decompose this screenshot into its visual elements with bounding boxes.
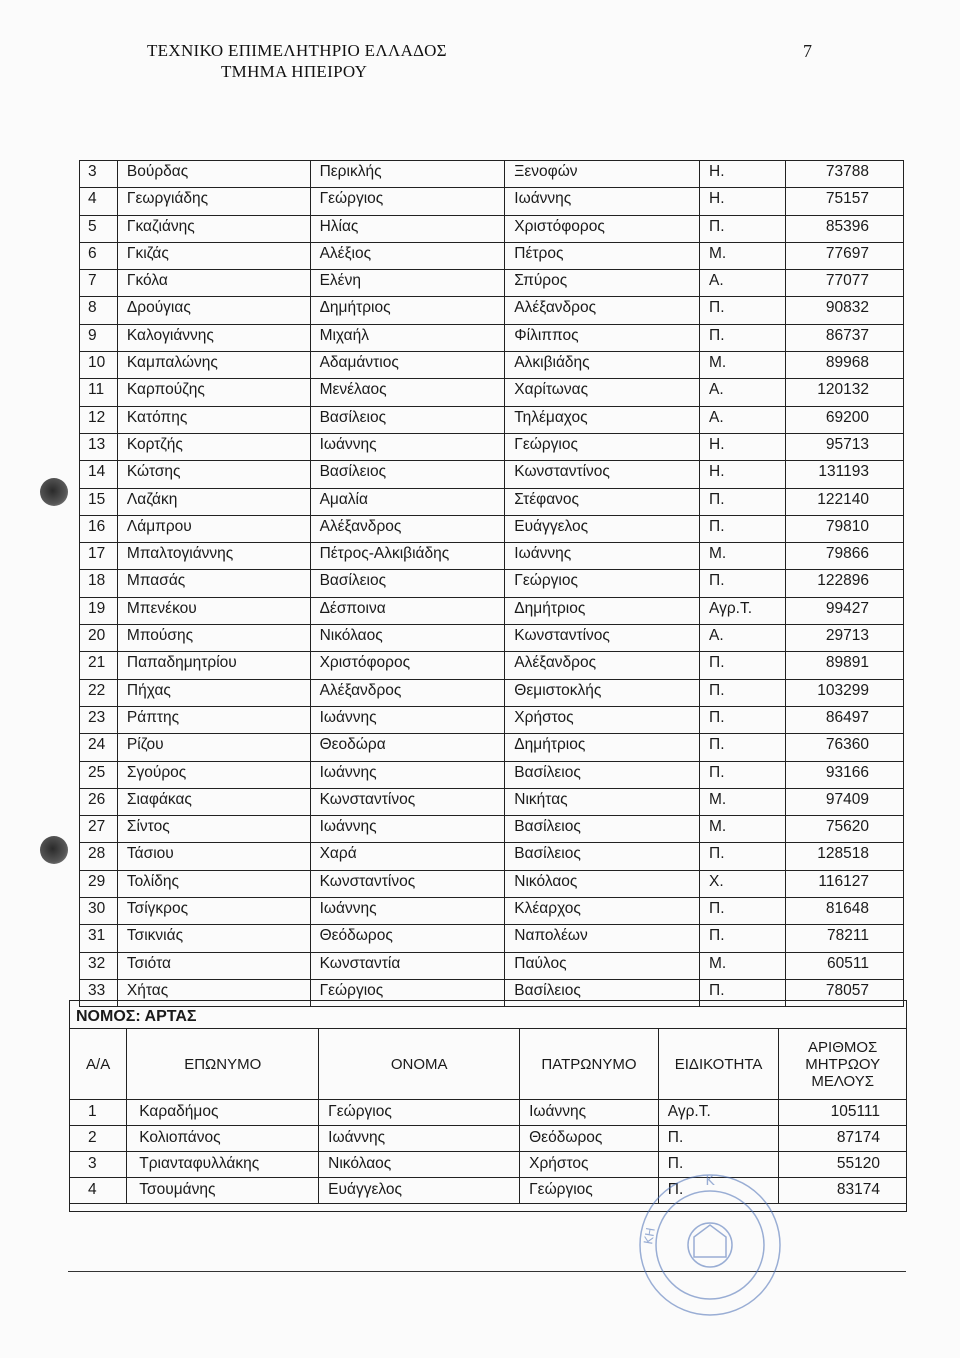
specialty: Α. bbox=[700, 379, 786, 406]
surname: Ρίζου bbox=[117, 734, 310, 761]
surname: Μπούσης bbox=[117, 625, 310, 652]
first-name: Αλέξανδρος bbox=[310, 679, 505, 706]
page-number: 7 bbox=[803, 41, 812, 61]
row-number: 31 bbox=[80, 925, 118, 952]
patronymic: Βασίλειος bbox=[505, 761, 700, 788]
registry-number: 103299 bbox=[786, 679, 904, 706]
first-name: Βασίλειος bbox=[310, 461, 505, 488]
patronymic: Ιωάννης bbox=[520, 1100, 659, 1126]
specialty: Π. bbox=[700, 297, 786, 324]
specialty: Π. bbox=[658, 1178, 779, 1204]
registry-number: 76360 bbox=[786, 734, 904, 761]
table-row bbox=[70, 1100, 907, 1126]
specialty: Π. bbox=[700, 706, 786, 733]
patronymic: Αλέξανδρος bbox=[505, 652, 700, 679]
specialty: Η. bbox=[700, 461, 786, 488]
specialty: Π. bbox=[700, 488, 786, 515]
specialty: Μ. bbox=[700, 952, 786, 979]
first-name: Ελένη bbox=[310, 270, 505, 297]
column-header-first-name: ΟΝΟΜΑ bbox=[319, 1029, 520, 1100]
table-row bbox=[80, 870, 904, 897]
specialty: Χ. bbox=[700, 870, 786, 897]
patronymic: Χρήστος bbox=[520, 1152, 659, 1178]
table-row bbox=[80, 706, 904, 733]
registry-number: 77697 bbox=[786, 242, 904, 269]
registry-number: 79866 bbox=[786, 543, 904, 570]
column-header-surname: ΕΠΩΝΥΜΟ bbox=[127, 1029, 319, 1100]
row-number: 20 bbox=[80, 625, 118, 652]
row-number: 29 bbox=[80, 870, 118, 897]
registry-number: 122896 bbox=[786, 570, 904, 597]
registry-number: 116127 bbox=[786, 870, 904, 897]
first-name: Ιωάννης bbox=[310, 706, 505, 733]
registry-number: 69200 bbox=[786, 406, 904, 433]
first-name: Μενέλαος bbox=[310, 379, 505, 406]
first-name: Νικόλαος bbox=[310, 625, 505, 652]
column-header-patronymic: ΠΑΤΡΩΝΥΜΟ bbox=[520, 1029, 659, 1100]
surname: Κώτσης bbox=[117, 461, 310, 488]
column-header-row-number: Α/Α bbox=[70, 1029, 127, 1100]
registry-number: 78211 bbox=[786, 925, 904, 952]
members-table bbox=[79, 160, 904, 1007]
row-number: 10 bbox=[80, 352, 118, 379]
surname: Σιαφάκας bbox=[117, 788, 310, 815]
surname: Μπαλτογιάννης bbox=[117, 543, 310, 570]
first-name: Κωνσταντία bbox=[310, 952, 505, 979]
surname: Ράπτης bbox=[117, 706, 310, 733]
patronymic: Σπύρος bbox=[505, 270, 700, 297]
patronymic: Δημήτριος bbox=[505, 734, 700, 761]
patronymic: Κωνσταντίνος bbox=[505, 461, 700, 488]
svg-text:Κ: Κ bbox=[705, 1173, 715, 1189]
patronymic: Ιωάννης bbox=[505, 188, 700, 215]
table-row bbox=[80, 270, 904, 297]
registry-number: 99427 bbox=[786, 597, 904, 624]
patronymic: Κωνσταντίνος bbox=[505, 625, 700, 652]
first-name: Ηλίας bbox=[310, 215, 505, 242]
row-number: 7 bbox=[80, 270, 118, 297]
row-number: 19 bbox=[80, 597, 118, 624]
specialty: Μ. bbox=[700, 352, 786, 379]
row-number: 9 bbox=[80, 324, 118, 351]
specialty: Π. bbox=[700, 570, 786, 597]
first-name: Ιωάννης bbox=[319, 1126, 520, 1152]
row-number: 4 bbox=[80, 188, 118, 215]
registry-number: 78057 bbox=[786, 979, 904, 1006]
surname: Γκαζιάνης bbox=[117, 215, 310, 242]
patronymic: Τηλέμαχος bbox=[505, 406, 700, 433]
registry-number: 79810 bbox=[786, 515, 904, 542]
table-row bbox=[80, 898, 904, 925]
surname: Γκιζάς bbox=[117, 242, 310, 269]
patronymic: Γεώργιος bbox=[520, 1178, 659, 1204]
specialty: Α. bbox=[700, 406, 786, 433]
table-row bbox=[80, 188, 904, 215]
document-header-title: ΤΕΧΝΙΚΟ ΕΠΙΜΕΛΗΤΗΡΙΟ ΕΛΛΑΔΟΣ bbox=[147, 41, 447, 60]
specialty: Αγρ.Τ. bbox=[658, 1100, 779, 1126]
row-number: 27 bbox=[80, 816, 118, 843]
column-header-registry-number: ΑΡΙΘΜΟΣ ΜΗΤΡΩΟΥ ΜΕΛΟΥΣ bbox=[779, 1029, 907, 1100]
registry-number: 95713 bbox=[786, 433, 904, 460]
table-row bbox=[80, 406, 904, 433]
patronymic: Αλέξανδρος bbox=[505, 297, 700, 324]
first-name: Νικόλαος bbox=[319, 1152, 520, 1178]
specialty: Π. bbox=[700, 979, 786, 1006]
registry-number: 105111 bbox=[779, 1100, 907, 1126]
patronymic: Κλέαρχος bbox=[505, 898, 700, 925]
table-row bbox=[80, 461, 904, 488]
patronymic: Φίλιππος bbox=[505, 324, 700, 351]
table-row bbox=[80, 242, 904, 269]
first-name: Αδαμάντιος bbox=[310, 352, 505, 379]
registry-number: 86737 bbox=[786, 324, 904, 351]
surname: Μπασάς bbox=[117, 570, 310, 597]
first-name: Κωνσταντίνος bbox=[310, 870, 505, 897]
specialty: Π. bbox=[700, 925, 786, 952]
row-number: 30 bbox=[80, 898, 118, 925]
first-name: Βασίλειος bbox=[310, 406, 505, 433]
row-number: 5 bbox=[80, 215, 118, 242]
surname: Βούρδας bbox=[117, 161, 310, 188]
registry-number: 75620 bbox=[786, 816, 904, 843]
surname: Κορτζής bbox=[117, 433, 310, 460]
first-name: Αλέξανδρος bbox=[310, 515, 505, 542]
surname: Πήχας bbox=[117, 679, 310, 706]
surname: Τσίγκρος bbox=[117, 898, 310, 925]
table-row bbox=[80, 433, 904, 460]
first-name: Ιωάννης bbox=[310, 816, 505, 843]
first-name: Δέσποινα bbox=[310, 597, 505, 624]
table-row bbox=[80, 788, 904, 815]
surname: Παπαδημητρίου bbox=[117, 652, 310, 679]
row-number: 16 bbox=[80, 515, 118, 542]
patronymic: Ευάγγελος bbox=[505, 515, 700, 542]
specialty: Η. bbox=[700, 161, 786, 188]
row-number: 32 bbox=[80, 952, 118, 979]
surname: Κατόπης bbox=[117, 406, 310, 433]
registry-number: 73788 bbox=[786, 161, 904, 188]
section-title: ΝΟΜΟΣ: ΑΡΤΑΣ bbox=[76, 1008, 197, 1025]
patronymic: Αλκιβιάδης bbox=[505, 352, 700, 379]
row-number: 18 bbox=[80, 570, 118, 597]
specialty: Π. bbox=[658, 1152, 779, 1178]
patronymic: Γεώργιος bbox=[505, 570, 700, 597]
row-number: 13 bbox=[80, 433, 118, 460]
seal-stamp bbox=[630, 1145, 790, 1345]
surname: Τάσιου bbox=[117, 843, 310, 870]
patronymic: Δημήτριος bbox=[505, 597, 700, 624]
first-name: Δημήτριος bbox=[310, 297, 505, 324]
table-row bbox=[80, 324, 904, 351]
surname: Καρπούζης bbox=[117, 379, 310, 406]
row-number: 4 bbox=[70, 1178, 127, 1204]
registry-number: 89891 bbox=[786, 652, 904, 679]
surname: Τσουμάνης bbox=[127, 1178, 319, 1204]
surname: Τριανταφυλλάκης bbox=[127, 1152, 319, 1178]
specialty: Αγρ.Τ. bbox=[700, 597, 786, 624]
registry-number: 131193 bbox=[786, 461, 904, 488]
table-row bbox=[80, 515, 904, 542]
specialty: Π. bbox=[700, 652, 786, 679]
specialty: Π. bbox=[700, 324, 786, 351]
row-number: 3 bbox=[70, 1152, 127, 1178]
registry-number: 55120 bbox=[779, 1152, 907, 1178]
table-row bbox=[80, 161, 904, 188]
row-number: 26 bbox=[80, 788, 118, 815]
first-name: Ιωάννης bbox=[310, 761, 505, 788]
specialty: Π. bbox=[700, 898, 786, 925]
patronymic: Χαρίτωνας bbox=[505, 379, 700, 406]
table-header-row bbox=[70, 1029, 907, 1100]
specialty: Π. bbox=[700, 215, 786, 242]
specialty: Μ. bbox=[700, 788, 786, 815]
patronymic: Χριστόφορος bbox=[505, 215, 700, 242]
first-name: Ιωάννης bbox=[310, 433, 505, 460]
registry-number: 87174 bbox=[779, 1126, 907, 1152]
table-row bbox=[80, 488, 904, 515]
table-row bbox=[80, 570, 904, 597]
row-number: 22 bbox=[80, 679, 118, 706]
table-row bbox=[80, 215, 904, 242]
surname: Σγούρος bbox=[117, 761, 310, 788]
registry-number: 75157 bbox=[786, 188, 904, 215]
surname: Καλογιάννης bbox=[117, 324, 310, 351]
row-number: 2 bbox=[70, 1126, 127, 1152]
patronymic: Στέφανος bbox=[505, 488, 700, 515]
registry-number: 85396 bbox=[786, 215, 904, 242]
surname: Γκόλα bbox=[117, 270, 310, 297]
patronymic: Θεόδωρος bbox=[520, 1126, 659, 1152]
row-number: 3 bbox=[80, 161, 118, 188]
registry-number: 120132 bbox=[786, 379, 904, 406]
specialty: Π. bbox=[700, 734, 786, 761]
row-number: 24 bbox=[80, 734, 118, 761]
patronymic: Πέτρος bbox=[505, 242, 700, 269]
row-number: 6 bbox=[80, 242, 118, 269]
row-number: 8 bbox=[80, 297, 118, 324]
surname: Σίντος bbox=[117, 816, 310, 843]
registry-number: 83174 bbox=[779, 1178, 907, 1204]
row-number: 1 bbox=[70, 1100, 127, 1126]
row-number: 25 bbox=[80, 761, 118, 788]
registry-number: 86497 bbox=[786, 706, 904, 733]
table-row bbox=[80, 843, 904, 870]
surname: Τσικνιάς bbox=[117, 925, 310, 952]
registry-number: 122140 bbox=[786, 488, 904, 515]
first-name: Χριστόφορος bbox=[310, 652, 505, 679]
row-number: 23 bbox=[80, 706, 118, 733]
registry-number: 90832 bbox=[786, 297, 904, 324]
surname: Μπενέκου bbox=[117, 597, 310, 624]
specialty: Π. bbox=[658, 1126, 779, 1152]
specialty: Η. bbox=[700, 188, 786, 215]
first-name: Γεώργιος bbox=[310, 979, 505, 1006]
registry-number: 93166 bbox=[786, 761, 904, 788]
specialty: Α. bbox=[700, 625, 786, 652]
row-number: 33 bbox=[80, 979, 118, 1006]
patronymic: Βασίλειος bbox=[505, 979, 700, 1006]
specialty: Π. bbox=[700, 843, 786, 870]
surname: Λάμπρου bbox=[117, 515, 310, 542]
table-row bbox=[80, 761, 904, 788]
surname: Τσιότα bbox=[117, 952, 310, 979]
patronymic: Ξενοφών bbox=[505, 161, 700, 188]
specialty: Μ. bbox=[700, 242, 786, 269]
specialty: Π. bbox=[700, 679, 786, 706]
registry-number: 77077 bbox=[786, 270, 904, 297]
first-name: Ευάγγελος bbox=[319, 1178, 520, 1204]
surname: Τολίδης bbox=[117, 870, 310, 897]
row-number: 28 bbox=[80, 843, 118, 870]
table-row bbox=[80, 297, 904, 324]
registry-number: 128518 bbox=[786, 843, 904, 870]
table-row bbox=[80, 734, 904, 761]
svg-text:ΚΗ: ΚΗ bbox=[641, 1226, 658, 1246]
table-row bbox=[80, 925, 904, 952]
specialty: Μ. bbox=[700, 816, 786, 843]
patronymic: Χρήστος bbox=[505, 706, 700, 733]
patronymic: Θεμιστοκλής bbox=[505, 679, 700, 706]
patronymic: Βασίλειος bbox=[505, 816, 700, 843]
patronymic: Παύλος bbox=[505, 952, 700, 979]
table-row bbox=[80, 652, 904, 679]
table-row bbox=[80, 679, 904, 706]
first-name: Κωνσταντίνος bbox=[310, 788, 505, 815]
punch-hole-top bbox=[40, 478, 68, 506]
table-row bbox=[80, 952, 904, 979]
first-name: Περικλής bbox=[310, 161, 505, 188]
first-name: Ιωάννης bbox=[310, 898, 505, 925]
registry-number: 97409 bbox=[786, 788, 904, 815]
surname: Καραδήμος bbox=[127, 1100, 319, 1126]
first-name: Χαρά bbox=[310, 843, 505, 870]
registry-number: 60511 bbox=[786, 952, 904, 979]
first-name: Αμαλία bbox=[310, 488, 505, 515]
registry-number: 29713 bbox=[786, 625, 904, 652]
row-number: 14 bbox=[80, 461, 118, 488]
table-row bbox=[80, 543, 904, 570]
table-row bbox=[80, 816, 904, 843]
table-row bbox=[80, 352, 904, 379]
first-name: Πέτρος-Αλκιβιάδης bbox=[310, 543, 505, 570]
first-name: Θεόδωρος bbox=[310, 925, 505, 952]
row-number: 15 bbox=[80, 488, 118, 515]
row-number: 17 bbox=[80, 543, 118, 570]
specialty: Α. bbox=[700, 270, 786, 297]
punch-hole-bottom bbox=[40, 836, 68, 864]
surname: Γεωργιάδης bbox=[117, 188, 310, 215]
row-number: 21 bbox=[80, 652, 118, 679]
table-row bbox=[80, 625, 904, 652]
surname: Λαζάκη bbox=[117, 488, 310, 515]
row-number: 12 bbox=[80, 406, 118, 433]
surname: Δρούγιας bbox=[117, 297, 310, 324]
first-name: Γεώργιος bbox=[319, 1100, 520, 1126]
first-name: Βασίλειος bbox=[310, 570, 505, 597]
patronymic: Γεώργιος bbox=[505, 433, 700, 460]
first-name: Μιχαήλ bbox=[310, 324, 505, 351]
specialty: Η. bbox=[700, 433, 786, 460]
surname: Χήτας bbox=[117, 979, 310, 1006]
first-name: Αλέξιος bbox=[310, 242, 505, 269]
patronymic: Ναπολέων bbox=[505, 925, 700, 952]
patronymic: Νικόλαος bbox=[505, 870, 700, 897]
table-row bbox=[80, 597, 904, 624]
first-name: Γεώργιος bbox=[310, 188, 505, 215]
surname: Καμπαλώνης bbox=[117, 352, 310, 379]
patronymic: Ιωάννης bbox=[505, 543, 700, 570]
surname: Κολιοπάνος bbox=[127, 1126, 319, 1152]
column-header-specialty: ΕΙΔΙΚΟΤΗΤΑ bbox=[658, 1029, 779, 1100]
row-number: 11 bbox=[80, 379, 118, 406]
patronymic: Βασίλειος bbox=[505, 843, 700, 870]
registry-number: 89968 bbox=[786, 352, 904, 379]
patronymic: Νικήτας bbox=[505, 788, 700, 815]
specialty: Μ. bbox=[700, 543, 786, 570]
first-name: Θεοδώρα bbox=[310, 734, 505, 761]
specialty: Π. bbox=[700, 515, 786, 542]
document-header-subtitle: ΤΜΗΜΑ ΗΠΕΙΡΟΥ bbox=[221, 62, 368, 81]
registry-number: 81648 bbox=[786, 898, 904, 925]
table-row bbox=[80, 379, 904, 406]
specialty: Π. bbox=[700, 761, 786, 788]
